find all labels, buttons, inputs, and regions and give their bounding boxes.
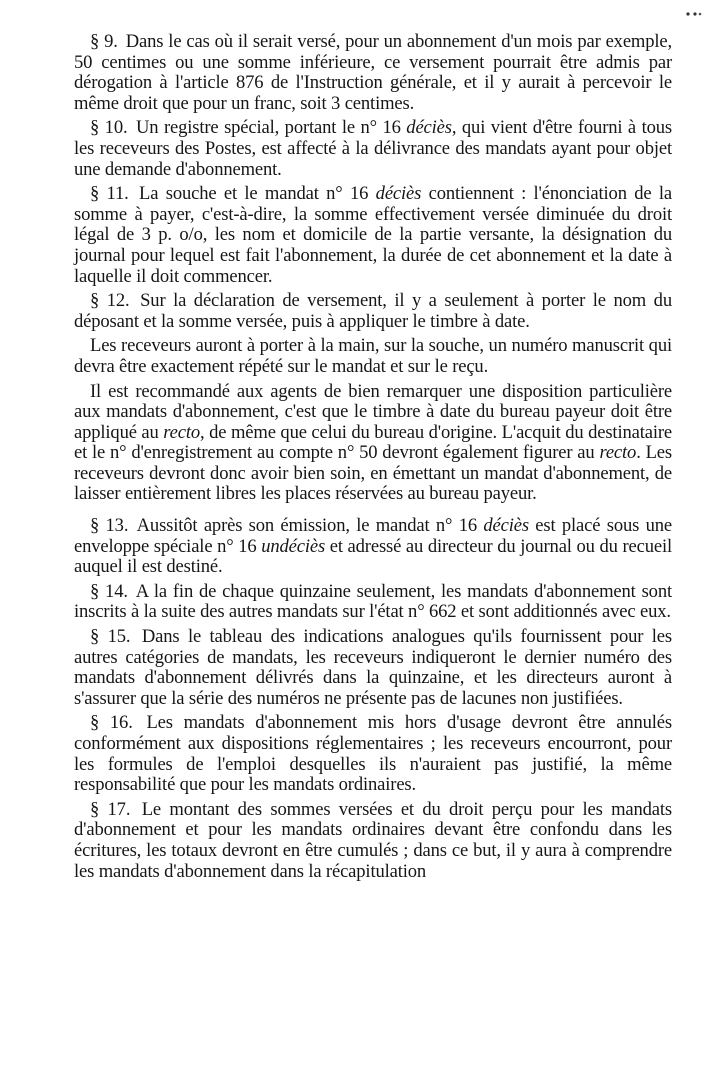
paragraph-text: Aussitôt après son émission, le mandat n° 16 [131,515,484,537]
paragraph [74,291,672,332]
paragraph [74,184,672,287]
paragraph-text: Il est recommandé aux agents de bien remarquer une disposition particulière aux mandats d'abonnement, c'est que le timbre à date du bureau payeur doit être appliqué au [74,380,672,443]
paragraph [74,32,672,114]
section-number: § 16. [90,712,133,734]
italic-term: recto [599,442,637,464]
italic-term: déciès [375,183,422,205]
paragraph-text: , de même que celui du bureau d'origine. L'acquit du destinataire et le n° d'enregistrement au compte n° 50 devront également figurer au [74,421,672,464]
section-number: § 14. [90,580,128,602]
paragraph-text: Dans le tableau des indications analogues qu'ils fournissent pour les autres catégories de mandats, les receveurs indiqueront le dernier numéro des mandats d'abonnement délivrés dans la quinzaine, et les directeurs auront à s'assurer que la série des numéros ne présente pas de lacunes non justifiées. [74,626,672,709]
paragraph-text: Les mandats d'abonnement mis hors d'usage devront être annulés conformément aux dispositions réglementaires ; les receveurs encourront, pour les formules de l'emploi desquelles ils n'auraient pas justifié, la même responsabilité que pour les mandats ordinaires. [74,712,672,796]
paragraph [74,582,672,623]
paragraph [74,800,672,882]
paragraph [74,713,672,795]
paragraph-text: La souche et le mandat n° 16 [131,183,376,205]
italic-term: recto [163,421,201,443]
section-number: § 10. [90,117,128,139]
paragraph-text: Le montant des sommes versées et du droit perçu pour les mandats d'abonnement et pour les mandats ordinaires devant être confondu dans les écritures, les totaux devront en être cumulés ; dans ce but, il y aura à comprendre les mandats d'abonnement dans la récapitulation [74,798,672,882]
section-number: § 11. [90,183,129,205]
paragraph-text: , qui vient d'être fourni à tous les receveurs des Postes, est affecté à la délivrance des mandats ayant pour objet une demande d'abonnement. [74,117,672,180]
italic-term: undéciès [261,535,326,557]
italic-term: déciès [483,515,529,537]
paragraph-text: est placé sous une enveloppe spéciale n° 16 [74,515,672,557]
paragraph-text: A la fin de chaque quinzaine seulement, les mandats d'abonnement sont inscrits à la suite des autres mandats sur l'état n° 662 et sont additionnés avec eux. [74,580,672,623]
section-number: § 17. [90,798,131,820]
paragraph [74,336,672,377]
section-number: § 9. [90,31,118,52]
paragraph [74,516,672,578]
document-body [74,32,672,886]
paragraph [74,118,672,180]
paragraph-text: et adressé au directeur du journal ou du recueil auquel il est destiné. [74,535,672,578]
section-number: § 13. [90,515,129,537]
paragraph-text: Les receveurs auront à porter à la main, sur la souche, un numéro manuscrit qui devra être exactement répété sur le mandat et sur le reçu. [74,335,672,377]
page-corner-mark [683,10,705,18]
paragraph-text: contiennent : l'énonciation de la somme à payer, c'est-à-dire, la somme effectivement versée diminuée du droit légal de 3 p. o/o, les nom et domicile de la partie versante, la désignation du journal pour lequel est fait l'abonnement, la durée de cet abonnement et la date à laquelle il doit commencer. [74,183,673,287]
paragraph [74,627,672,709]
section-number: § 12. [90,290,130,312]
paragraph [74,382,672,506]
italic-term: déciès [406,117,452,139]
paragraph-text: Un registre spécial, portant le n° 16 [130,117,407,139]
paragraph-text: . Les receveurs devront donc avoir bien soin, en émettant un mandat d'abonnement, de laisser entièrement libres les places réservées au bureau payeur. [74,442,672,505]
paragraph-text: Sur la déclaration de versement, il y a seulement à porter le nom du déposant et la somme versée, puis à appliquer le timbre à date. [74,290,672,332]
paragraph-text: Dans le cas où il serait versé, pour un abonnement d'un mois par exemple, 50 centimes ou une somme inférieure, ce versement pourrait être admis par dérogation à l'article 876 de l'Instruction générale, et il y aurait à percevoir le même droit que pour un franc, soit 3 centimes. [74,31,672,114]
section-number: § 15. [90,626,131,648]
